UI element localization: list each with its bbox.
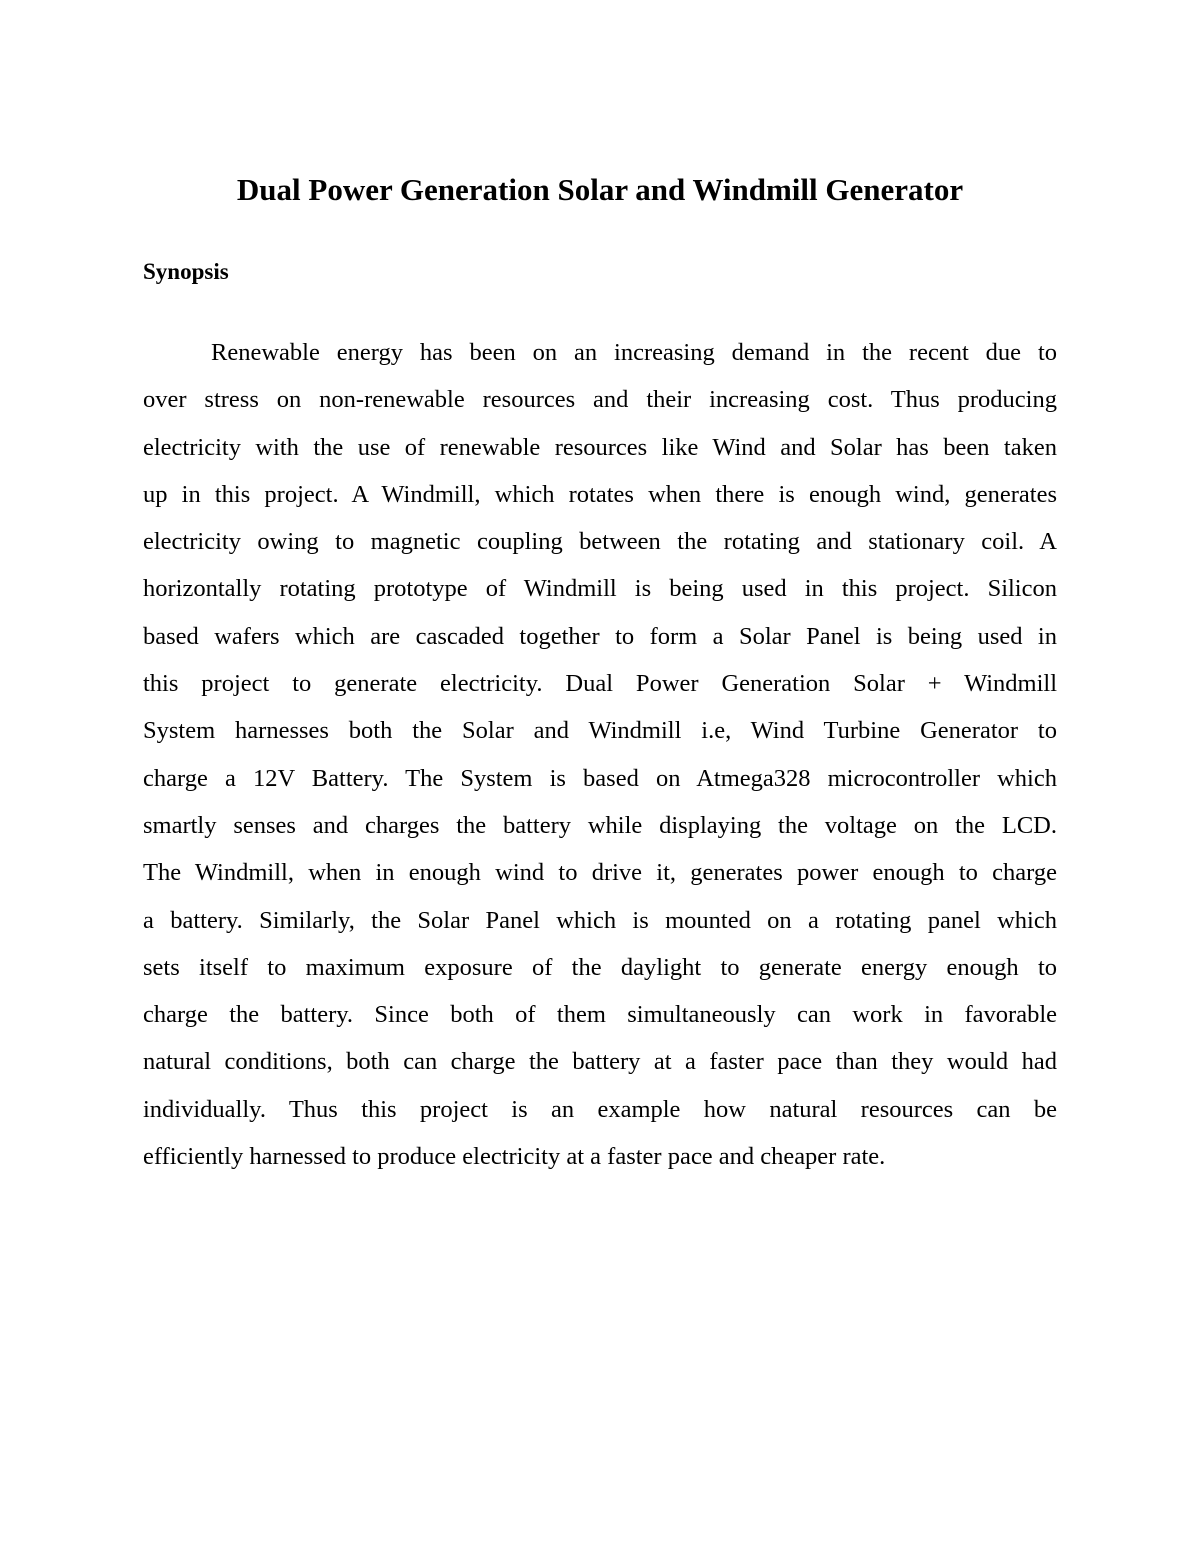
paragraph-line: efficiently harnessed to produce electricity at a faster pace and cheaper rate. — [143, 1143, 886, 1171]
paragraph-line: Renewable energy has been on an increasing demand in the recent due to — [211, 339, 1057, 366]
synopsis-paragraph — [143, 329, 1057, 1180]
document-title: Dual Power Generation Solar and Windmill Generator — [236, 172, 964, 207]
paragraph-line: System harnesses both the Solar and Windmill i.e, Wind Turbine Generator to — [143, 717, 1057, 745]
paragraph-line: natural conditions, both can charge the battery at a faster pace than they would had — [143, 1048, 1057, 1076]
paragraph-line: electricity owing to magnetic coupling between the rotating and stationary coil. A — [143, 528, 1057, 556]
paragraph-line: over stress on non-renewable resources and their increasing cost. Thus producing — [143, 386, 1057, 414]
section-heading-synopsis: Synopsis — [143, 259, 229, 284]
paragraph-line: up in this project. A Windmill, which rotates when there is enough wind, generates — [143, 480, 1057, 508]
paragraph-line: this project to generate electricity. Dual Power Generation Solar + Windmill — [143, 670, 1057, 698]
paragraph-line: charge a 12V Battery. The System is based on Atmega328 microcontroller which — [143, 764, 1057, 792]
paragraph-line: sets itself to maximum exposure of the daylight to generate energy enough to — [143, 953, 1057, 981]
paragraph-line: The Windmill, when in enough wind to drive it, generates power enough to charge — [143, 859, 1057, 887]
paragraph-line: horizontally rotating prototype of Windmill is being used in this project. Silicon — [143, 575, 1057, 603]
paragraph-line: charge the battery. Since both of them simultaneously can work in favorable — [143, 1001, 1057, 1029]
paragraph-line: individually. Thus this project is an example how natural resources can be — [143, 1095, 1057, 1123]
paragraph-line: based wafers which are cascaded together to form a Solar Panel is being used in — [143, 622, 1057, 650]
paragraph-line: a battery. Similarly, the Solar Panel which is mounted on a rotating panel which — [143, 906, 1057, 934]
paragraph-line: electricity with the use of renewable resources like Wind and Solar has been taken — [143, 433, 1057, 461]
paragraph-line: smartly senses and charges the battery while displaying the voltage on the LCD. — [143, 811, 1057, 839]
